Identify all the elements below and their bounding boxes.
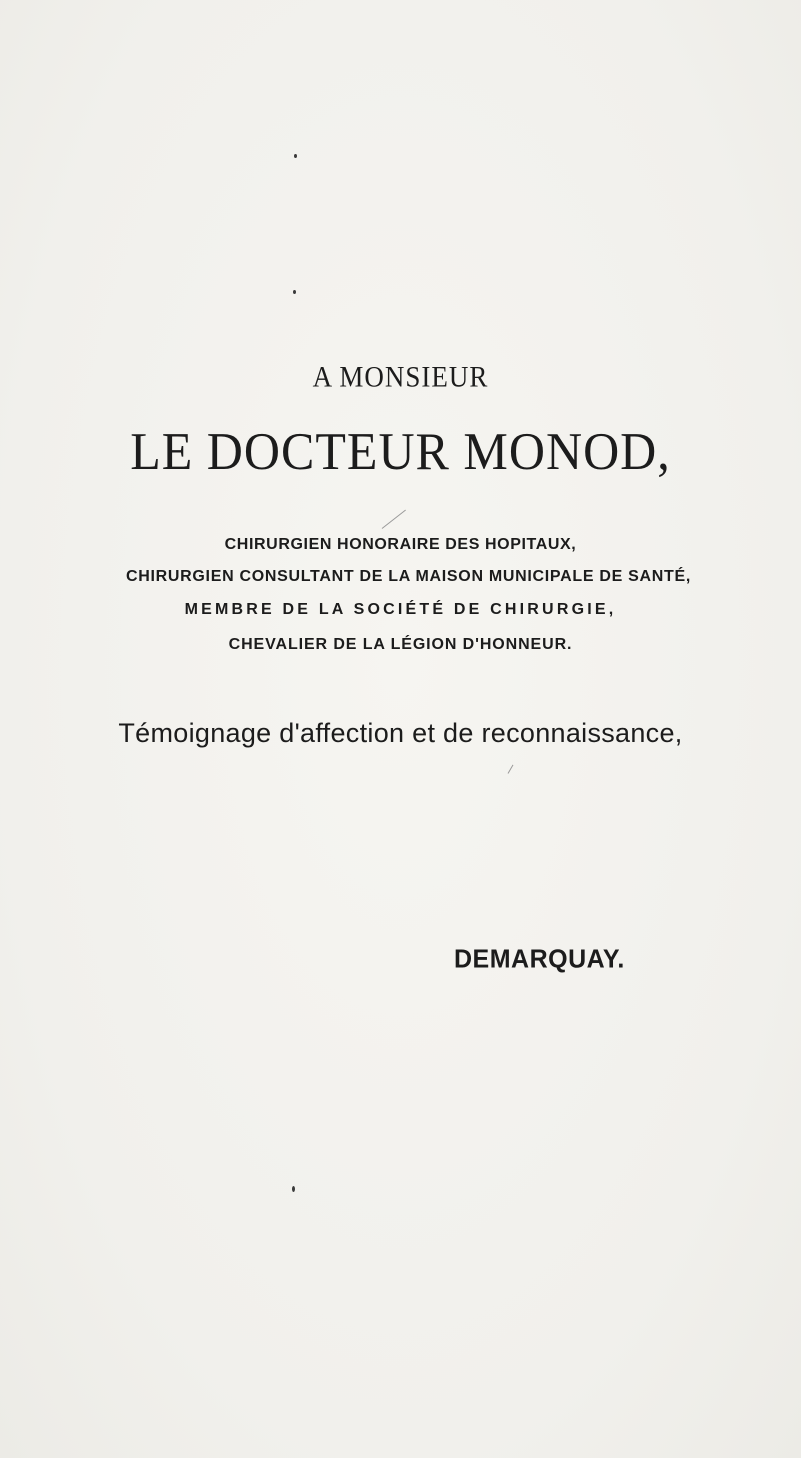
ink-speck [292,1186,295,1192]
salutation: A MONSIEUR [312,360,489,394]
pen-stroke [382,510,406,529]
ink-speck [293,290,296,294]
dedicatee-name: LE DOCTEUR MONOD, [130,421,671,481]
title-line-3: MEMBRE DE LA SOCIÉTÉ DE CHIRURGIE, [184,601,617,618]
dedication-text: Témoignage d'affection et de reconnaissance, [118,718,683,748]
title-line-2: CHIRURGIEN CONSULTANT DE LA MAISON MUNICIPALE DE SANTÉ, [125,568,691,585]
title-line-1: CHIRURGIEN HONORAIRE DES HOPITAUX, [224,536,577,553]
signature: DEMARQUAY. [454,944,625,974]
pen-stroke [508,765,514,774]
title-line-4: CHEVALIER DE LA LÉGION D'HONNEUR. [228,636,573,653]
ink-speck [294,154,297,158]
